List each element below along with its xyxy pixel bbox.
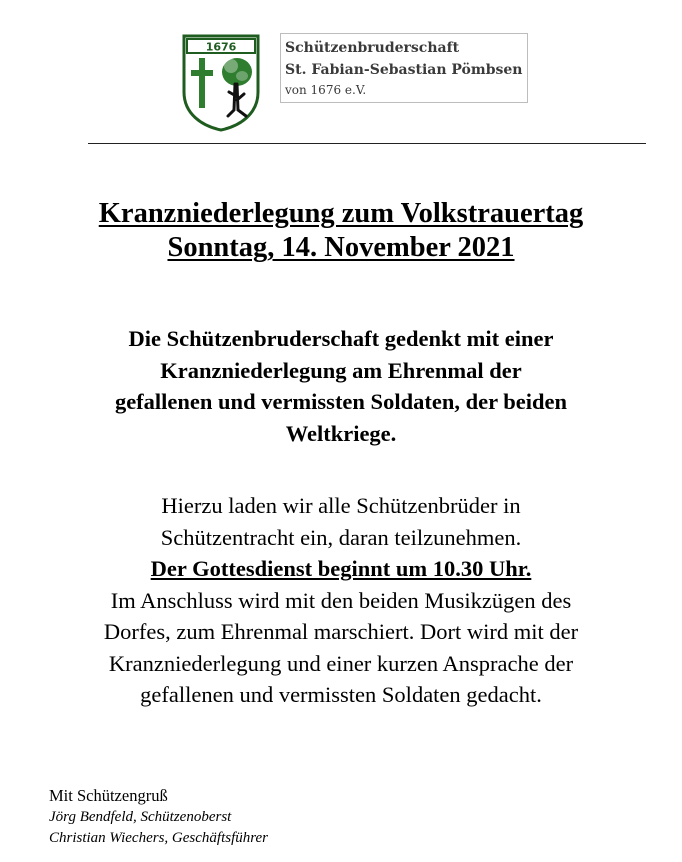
header-divider: [88, 143, 646, 144]
intro-line: Kranzniederlegung am Ehrenmal der: [160, 357, 522, 383]
crest-year: 1676: [205, 40, 237, 54]
org-name-line1: Schützenbruderschaft: [285, 40, 460, 56]
invitation-paragraph: [0, 490, 682, 711]
body-line: Kranzniederlegung und einer kurzen Ansprache der: [108, 650, 574, 676]
signer-manager: Christian Wiechers, Geschäftsführer: [49, 830, 269, 846]
body-line: Im Anschluss wird mit den beiden Musikzügen des: [110, 587, 572, 613]
intro-line: gefallenen und vermissten Soldaten, der beiden: [114, 389, 568, 414]
body-line: Hierzu laden wir alle Schützenbrüder in: [161, 493, 521, 518]
signature-block: [49, 785, 268, 849]
organization-name-box: [280, 33, 528, 103]
org-name-line2: St. Fabian-Sebastian Pömbsen: [285, 62, 523, 78]
intro-paragraph: [30, 323, 652, 449]
club-crest-logo: [182, 34, 260, 132]
body-line: gefallenen und vermissten Soldaten gedacht.: [140, 682, 542, 707]
greeting: Mit Schützengruß: [49, 786, 168, 805]
intro-line: Weltkriege.: [285, 420, 397, 446]
signer-colonel: Jörg Bendfeld, Schützenoberst: [49, 809, 232, 825]
intro-line: Die Schützenbruderschaft gedenkt mit einer: [128, 326, 554, 351]
page-title: [0, 197, 682, 265]
body-line: Schützentracht ein, daran teilzunehmen.: [160, 524, 522, 550]
body-line: Dorfes, zum Ehrenmal marschiert. Dort wird mit der: [103, 619, 579, 644]
title-line1: Kranzniederlegung zum Volkstrauertag: [98, 198, 584, 229]
service-time-notice: Der Gottesdienst beginnt um 10.30 Uhr.: [150, 556, 532, 581]
org-founding-line: von 1676 e.V.: [285, 83, 367, 97]
title-date: Sonntag, 14. November 2021: [167, 232, 515, 263]
